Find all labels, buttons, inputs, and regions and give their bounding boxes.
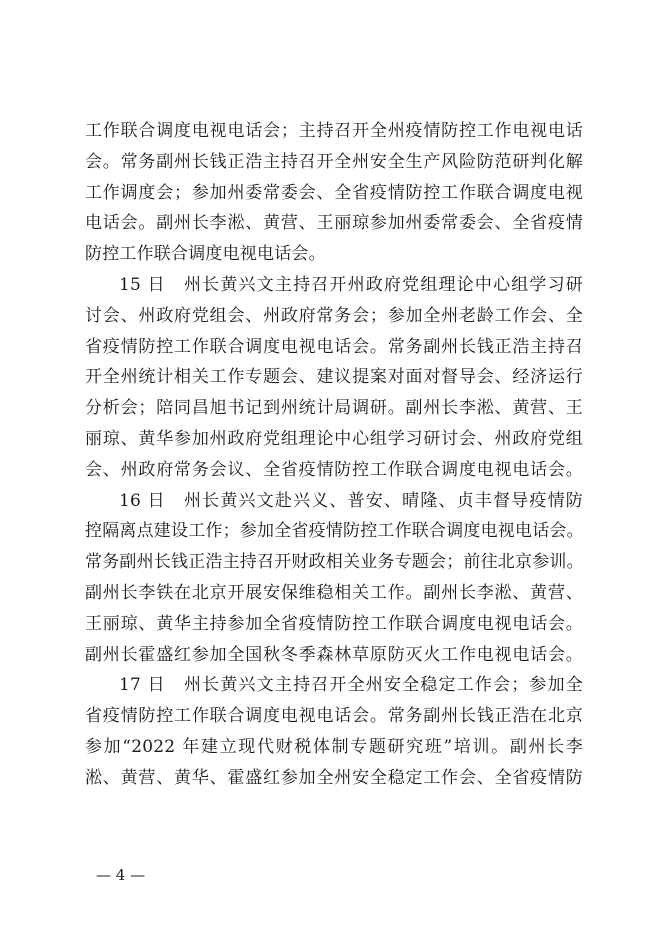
text-line: 王丽琼、黄华主持参加全省疫情防控工作联合调度电视电话会。 [85,613,583,634]
text-line: 省疫情防控工作联合调度电视电话会。常务副州长钱正浩在北京 [85,706,583,727]
text-line: 开全州统计相关工作专题会、建议提案对面对督导会、经济运行 [85,367,583,388]
text-line: 常务副州长钱正浩主持召开财政相关业务专题会；前往北京参训。 [85,552,584,573]
text-line: 省疫情防控工作联合调度电视电话会。常务副州长钱正浩主持召 [85,336,583,357]
text-line: 工作联合调度电视电话会；主持召开全州疫情防控工作电视电话 [85,121,583,141]
page-number: — 4 — [96,866,146,884]
text-line: 丽琼、黄华参加州政府党组理论中心组学习研讨会、州政府党组 [85,428,583,449]
text-line: 会、州政府常务会议、全省疫情防控工作联合调度电视电话会。 [85,459,583,480]
paragraph-start-16: 16 日 州长黄兴文赴兴义、普安、晴隆、贞丰督导疫情防 [119,490,583,511]
text-line: 副州长霍盛红参加全国秋冬季森林草原防灭火工作电视电话会。 [85,644,583,665]
body-text [85,116,583,794]
text-line: 参加“2022 年建立现代财税体制专题研究班”培训。副州长李 [85,736,583,757]
text-line: 工作调度会；参加州委常委会、全省疫情防控工作联合调度电视 [85,182,583,203]
paragraph-start-17: 17 日 州长黄兴文主持召开全州安全稳定工作会；参加全 [119,675,583,696]
text-line: 淞、黄营、黄华、霍盛红参加全州安全稳定工作会、全省疫情防 [85,767,583,788]
text-line: 分析会；陪同昌旭书记到州统计局调研。副州长李淞、黄营、王 [85,398,583,419]
text-line: 讨会、州政府党组会、州政府常务会；参加全州老龄工作会、全 [85,305,583,326]
text-line: 控隔离点建设工作；参加全省疫情防控工作联合调度电视电话会。 [85,521,584,542]
paragraph-start-15: 15 日 州长黄兴文主持召开州政府党组理论中心组学习研 [119,274,583,295]
text-line: 电话会。副州长李淞、黄营、王丽琼参加州委常委会、全省疫情 [85,213,583,234]
text-line: 防控工作联合调度电视电话会。 [85,244,326,265]
text-line: 会。常务副州长钱正浩主持召开全州安全生产风险防范研判化解 [85,151,583,172]
text-line: 副州长李铁在北京开展安保维稳相关工作。副州长李淞、黄营、 [85,582,583,603]
